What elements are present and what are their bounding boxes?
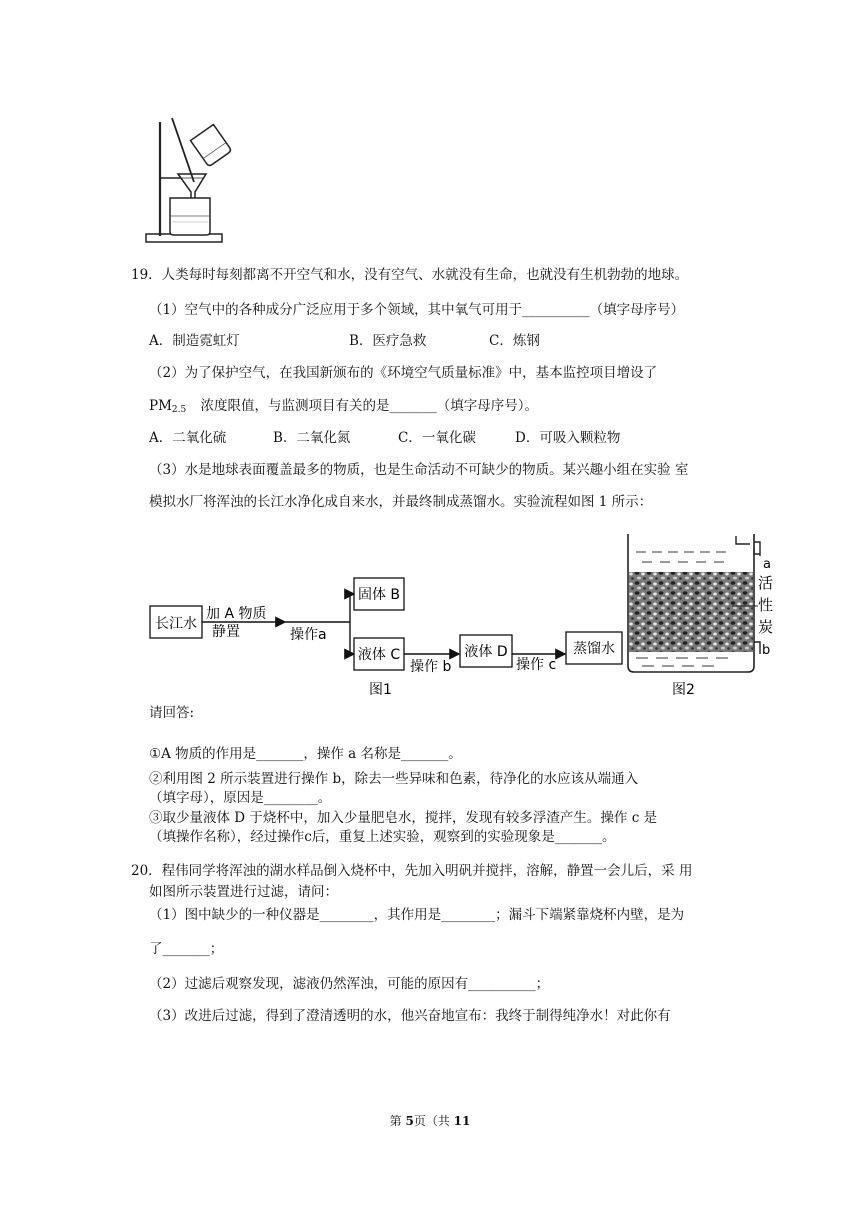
page-footer xyxy=(0,1112,860,1129)
footer-total-pages: 11 xyxy=(453,1114,471,1128)
flow-diagram-figure1 xyxy=(140,570,630,700)
flow-end-label: 蒸馏水 xyxy=(573,641,615,657)
carbon-filter-figure2 xyxy=(622,530,782,702)
q19-part1: （1）空气中的各种成分广泛应用于多个领域，其中氧气可用于__________（填字母序号） xyxy=(149,302,685,318)
q19-part2-option-a: A．二氧化硫 xyxy=(149,430,227,446)
footer-prefix: 第 xyxy=(389,1114,406,1128)
footer-middle: 页（共 xyxy=(413,1114,454,1128)
filtration-apparatus-figure xyxy=(140,112,240,248)
q20-part1-line2: 了_______； xyxy=(149,941,224,957)
flow-step1-bottom: 静置 xyxy=(212,624,240,640)
figure1-caption: 图1 xyxy=(369,682,392,698)
figure2-caption: 图2 xyxy=(672,682,695,698)
flow-liquid-d-label: 液体 D xyxy=(464,644,508,660)
q19-part2-option-d: D．可吸入颗粒物 xyxy=(515,430,621,446)
q19-part3-line1: （3）水是地球表面覆盖最多的物质，也是生命活动不可缺少的物质。某兴趣小组在实验 室 xyxy=(149,462,689,478)
figure2-label-char2: 性 xyxy=(758,596,774,614)
flow-op-c: 操作 c xyxy=(516,657,557,673)
figure2-label-char1: 活 xyxy=(758,574,774,592)
flow-solid-label: 固体 B xyxy=(357,587,401,603)
q19-part2-line2 xyxy=(149,397,538,419)
flow-liquid-c-label: 液体 C xyxy=(357,647,401,663)
q19-answer3-line1: ③取少量液体 D 于烧杯中，加入少量肥皂水，搅拌，发现有较多浮渣产生。操作 c 是 xyxy=(149,810,658,826)
q19-part1-option-c: C．炼钢 xyxy=(489,333,540,349)
figure2-label-char3: 炭 xyxy=(758,618,774,636)
q19-part1-option-a: A．制造霓虹灯 xyxy=(149,333,240,349)
q19-answer2-line2: （填字母），原因是________。 xyxy=(149,790,332,806)
figure2-label-a: a xyxy=(763,557,771,572)
flow-step1-top: 加 A 物质 xyxy=(206,606,267,622)
q19-part1-option-b: B．医疗急救 xyxy=(349,333,427,349)
q19-part2-option-b: B．二氧化氮 xyxy=(273,430,351,446)
q19-stem: 19．人类每时每刻都离不开空气和水，没有空气、水就没有生命，也就没有生机勃勃的地球。 xyxy=(131,267,689,283)
q19-part2-line1: （2）为了保护空气，在我国新颁布的《环境空气质量标准》中，基本监控项目增设了 xyxy=(149,365,658,381)
flow-op-a: 操作a xyxy=(290,627,327,643)
q19-answer-prompt: 请回答: xyxy=(149,705,195,721)
q20-part2: （2）过滤后观察发现，滤液仍然浑浊，可能的原因有__________； xyxy=(149,976,550,992)
footer-page-number: 5 xyxy=(405,1114,414,1128)
pm-label: PM xyxy=(149,398,172,414)
q20-part3: （3）改进后过滤，得到了澄清透明的水，他兴奋地宣布：我终于制得纯净水！对此你有 xyxy=(149,1008,671,1024)
q19-part2-option-c: C．一氧化碳 xyxy=(398,430,476,446)
figure2-label-b: b xyxy=(762,643,771,658)
q19-part2-line2-text: 浓度限值，与监测项目有关的是_______（填字母序号）。 xyxy=(200,398,539,414)
q20-part1-line1: （1）图中缺少的一种仪器是________，其作用是________；漏斗下端紧靠烧杯内壁，是为 xyxy=(149,907,685,923)
q19-answer1: ①A 物质的作用是_______，操作 a 名称是_______。 xyxy=(149,746,462,762)
q19-answer2-line1: ②利用图 2 所示装置进行操作 b，除去一些异味和色素，待净化的水应该从端通入 xyxy=(149,771,639,787)
flow-start-label: 长江水 xyxy=(155,616,197,632)
q20-stem-line1: 20．程伟同学将浑浊的湖水样品倒入烧杯中，先加入明矾并搅拌，溶解，静置一会儿后，采 用 xyxy=(131,863,693,879)
pm-subscript: 2.5 xyxy=(171,405,187,415)
q20-stem-line2: 如图所示装置进行过滤，请问： xyxy=(149,884,338,900)
q19-part3-line2: 模拟水厂将浑浊的长江水净化成自来水，并最终制成蒸馏水。实验流程如图 1 所示： xyxy=(149,494,653,510)
q19-answer3-line2: （填操作名称），经过操作c后，重复上述实验，观察到的实验现象是_______。 xyxy=(149,829,616,845)
flow-op-b: 操作 b xyxy=(410,659,452,675)
